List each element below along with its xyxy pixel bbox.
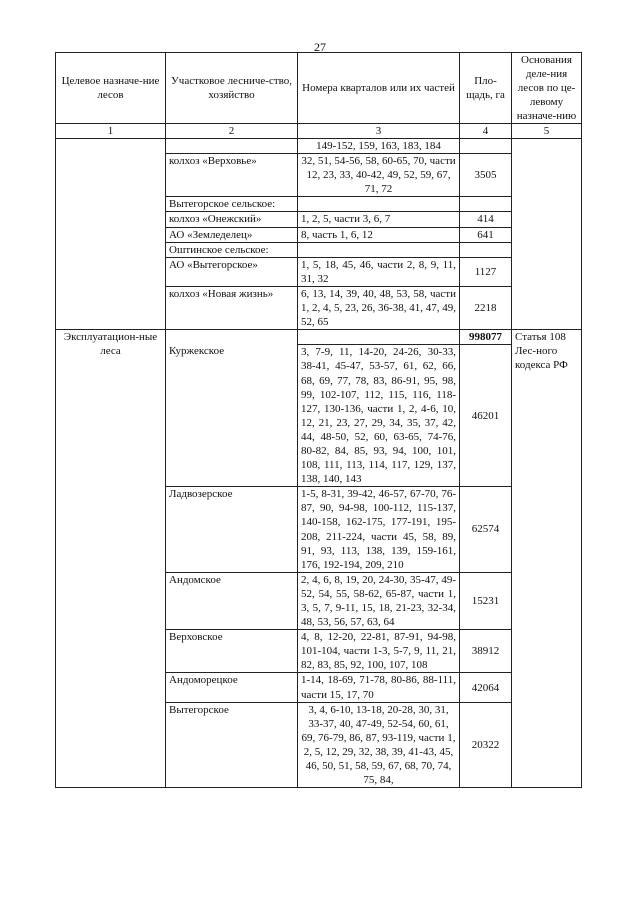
header-purpose: Целевое назначе-ние лесов: [56, 53, 166, 124]
forestry-cell: АО «Вытегорское»: [166, 257, 298, 286]
table-header-row: [56, 53, 582, 124]
column-number: 1: [56, 124, 166, 139]
quarters-cell: 1, 2, 5, части 3, 6, 7: [298, 212, 460, 227]
quarters-cell: 3, 7-9, 11, 14-20, 24-26, 30-33, 38-41, 45-47, 53-57, 61, 62, 66, 68, 69, 77, 78, 83, 86-91, 95, 98, 99, 102-107, 112, 115, 116, 118-127, 130-136, части 1, 2, 4-6, 10, 12, 21, 23, 27, 29, 34, 35, 37, 42, 44, 48-50, 52, 60, 63-65, 74-76, 80-82, 84, 85, 93, 94, 100, 101, 108, 111, 113, 114, 117, 129, 137, 138, 140, 143: [298, 345, 460, 487]
forestry-cell: Ладвозерское: [166, 487, 298, 573]
forestry-cell: Андоморецкое: [166, 673, 298, 702]
quarters-cell: 1-14, 18-69, 71-78, 80-86, 88-111, части 15, 17, 70: [298, 673, 460, 702]
quarters-cell: 149-152, 159, 163, 183, 184: [298, 139, 460, 154]
column-number-row: [56, 124, 582, 139]
quarters-cell: 4, 8, 12-20, 22-81, 87-91, 94-98, 101-104, части 1-3, 5-7, 9, 11, 21, 82, 83, 85, 92, 100, 107, 108: [298, 630, 460, 673]
quarters-cell: 1, 5, 18, 45, 46, части 2, 8, 9, 11, 31, 32: [298, 257, 460, 286]
area-cell: [460, 197, 512, 212]
quarters-cell: [298, 330, 460, 345]
column-number: 4: [460, 124, 512, 139]
purpose-cell: [56, 139, 166, 330]
forestry-cell: колхоз «Новая жизнь»: [166, 286, 298, 329]
forestry-cell: Андомское: [166, 572, 298, 629]
forestry-cell: [166, 139, 298, 154]
forestry-cell: Вытегорское сельское:: [166, 197, 298, 212]
header-forestry: Участковое лесниче-ство, хозяйство: [166, 53, 298, 124]
area-cell: 38912: [460, 630, 512, 673]
column-number: 2: [166, 124, 298, 139]
quarters-cell: 3, 4, 6-10, 13-18, 20-28, 30, 31, 33-37, 40, 47-49, 52-54, 60, 61, 69, 76-79, 86, 87, 93-119, части 1, 2, 5, 12, 29, 32, 38, 39, 41-43, 45, 46, 50, 51, 58, 59, 67, 68, 70, 74, 75, 84,: [298, 702, 460, 788]
column-number: 3: [298, 124, 460, 139]
table-row: [56, 330, 582, 345]
quarters-cell: 8, часть 1, 6, 12: [298, 227, 460, 242]
quarters-cell: [298, 242, 460, 257]
forestry-cell: колхоз «Онежский»: [166, 212, 298, 227]
basis-cell: [512, 139, 582, 330]
area-cell: 46201: [460, 345, 512, 487]
area-cell: 641: [460, 227, 512, 242]
forestry-cell: АО «Земледелец»: [166, 227, 298, 242]
purpose-cell: Эксплуатацион-ные леса: [56, 330, 166, 788]
column-number: 5: [512, 124, 582, 139]
forestry-cell: Вытегорское: [166, 702, 298, 788]
header-quarters: Номера кварталов или их частей: [298, 53, 460, 124]
area-cell: 15231: [460, 572, 512, 629]
forestry-cell: колхоз «Верховье»: [166, 154, 298, 197]
area-cell: 2218: [460, 286, 512, 329]
quarters-cell: 1-5, 8-31, 39-42, 46-57, 67-70, 76-87, 90, 94-98, 100-112, 115-137, 140-158, 162-175, 177-191, 195-208, 211-224, части 45, 58, 89, 91, 93, 113, 138, 139, 159-161, 176, 192-194, 209, 210: [298, 487, 460, 573]
quarters-cell: 6, 13, 14, 39, 40, 48, 53, 58, части 1, 2, 4, 5, 23, 26, 36-38, 41, 47, 49, 52, 65: [298, 286, 460, 329]
area-cell: 62574: [460, 487, 512, 573]
header-area: Пло-щадь, га: [460, 53, 512, 124]
header-basis: Основания деле-ния лесов по це-левому назначе-нию: [512, 53, 582, 124]
quarters-cell: 2, 4, 6, 8, 19, 20, 24-30, 35-47, 49-52, 54, 55, 58-62, 65-87, части 1, 3, 5, 7, 9-11, 15, 18, 21-23, 32-34, 48, 53, 56, 57, 63, 64: [298, 572, 460, 629]
area-cell: 42064: [460, 673, 512, 702]
page-number: 27: [314, 40, 326, 54]
area-cell: [460, 242, 512, 257]
forestry-cell: Оштинское сельское:: [166, 242, 298, 257]
forestry-cell: Верховское: [166, 630, 298, 673]
forest-purpose-table: [55, 52, 582, 788]
quarters-cell: [298, 197, 460, 212]
quarters-cell: 32, 51, 54-56, 58, 60-65, 70, части 12, 23, 33, 40-42, 49, 52, 59, 67, 71, 72: [298, 154, 460, 197]
area-cell: 998077: [460, 330, 512, 345]
table-row: [56, 139, 582, 154]
area-cell: 20322: [460, 702, 512, 788]
basis-cell: Статья 108 Лес-ного кодекса РФ: [512, 330, 582, 788]
area-cell: 3505: [460, 154, 512, 197]
area-cell: 414: [460, 212, 512, 227]
area-cell: [460, 139, 512, 154]
forestry-name: Куржекское: [169, 345, 225, 358]
area-cell: 1127: [460, 257, 512, 286]
forestry-cell: [166, 330, 298, 487]
